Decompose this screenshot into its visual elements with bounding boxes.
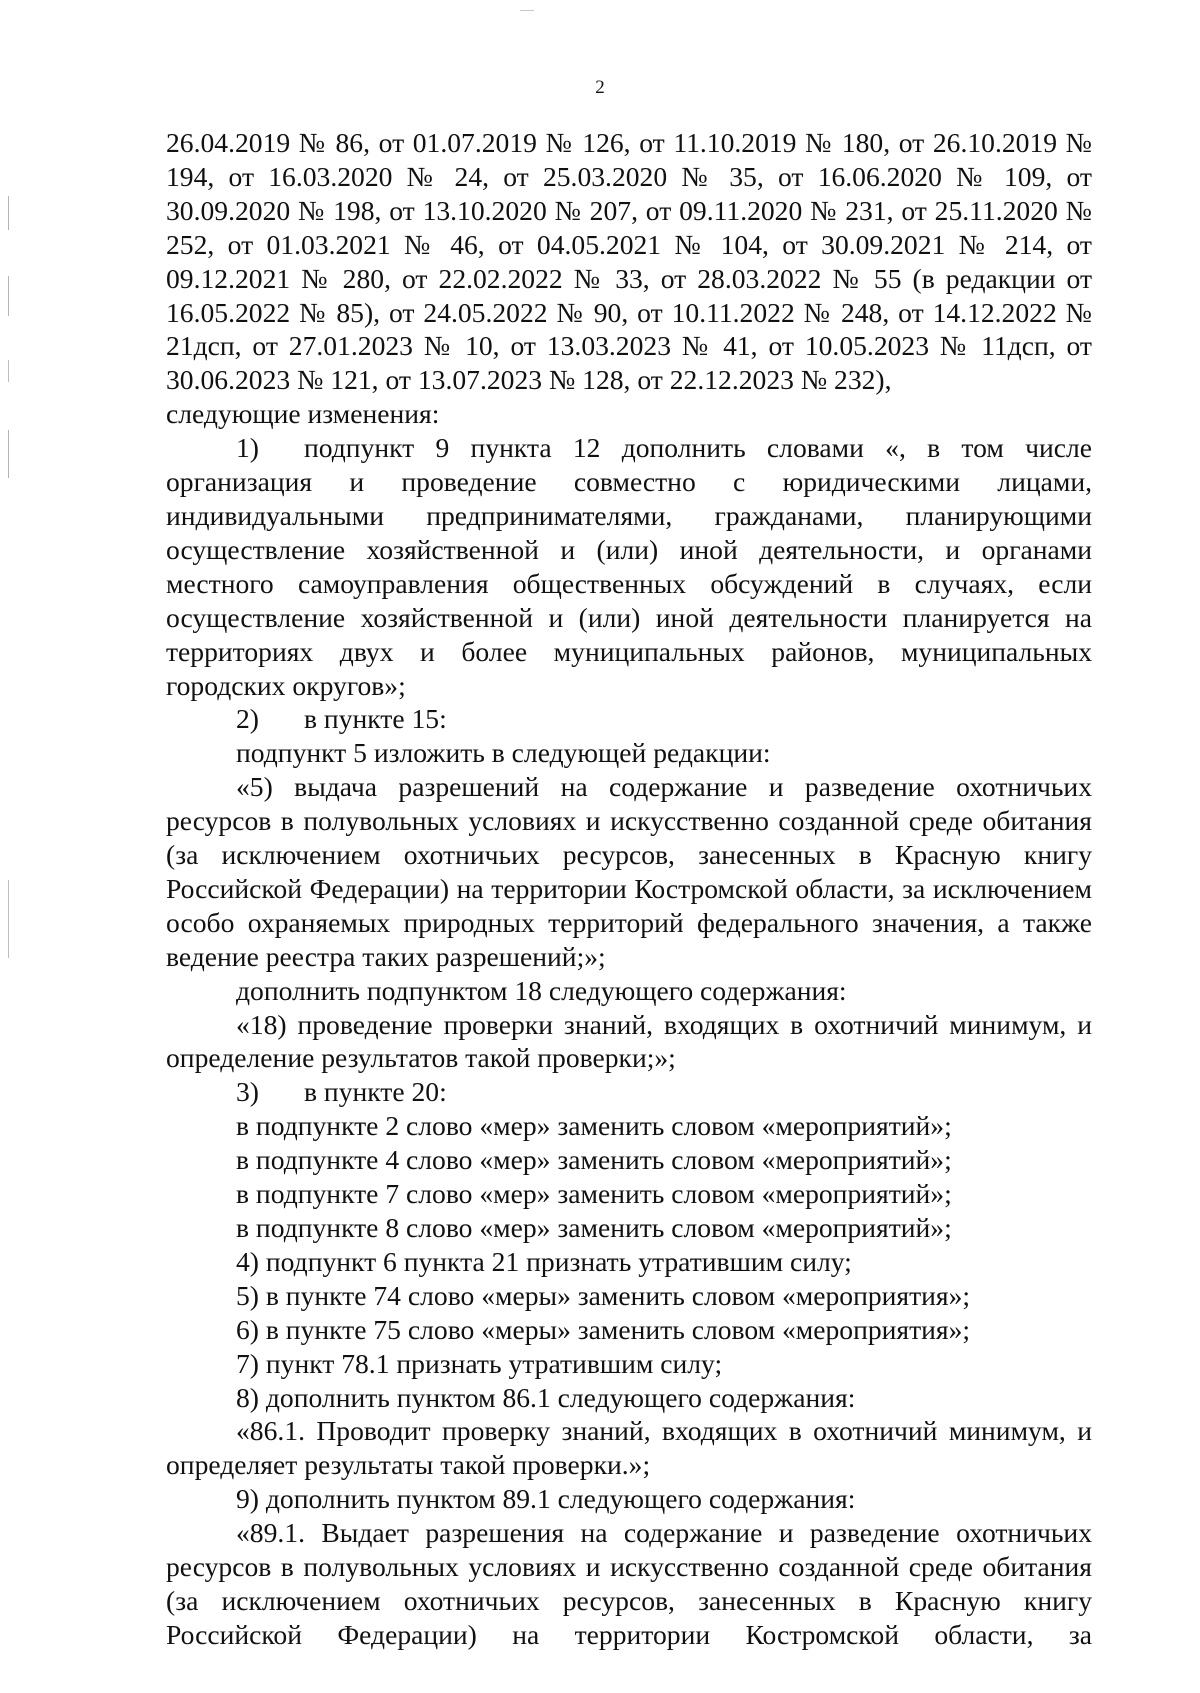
item-1-marker: 1) [236,432,259,464]
paragraph-item-8: 8) дополнить пунктом 86.1 следующего содержания: [236,1381,856,1413]
paragraph-item-5: 5) в пункте 74 слово «меры» заменить словом «мероприятия»; [236,1279,971,1311]
item-3-text: в пункте 20: [304,1076,447,1108]
document-body [166,126,1092,1652]
item-1-text: подпункт 9 пункта 12 дополнить словами «, в том числе организация и проведение совместно с юридическими лицами, индивидуальными предпринимателями, гражданами, планирующими осуществление хозяйственной и (или) иной деятельности, и органами местного самоуправления общественных обсуждений в случаях, если осуществление хозяйственной и (или) иной деятельности планируется на территориях двух и более муниципальных районов, муниципальных городских округов»; [166,432,1092,701]
item-2-marker: 2) [236,703,259,735]
item-3-marker: 3) [236,1076,259,1108]
paragraph-item-3-d: в подпункте 8 слово «мер» заменить словом «мероприятий»; [236,1212,952,1243]
paragraph-item-2 [166,702,1092,736]
paragraph-item-3-b: в подпункте 4 слово «мер» заменить словом «мероприятий»; [236,1144,952,1176]
paragraph-item-7: 7) пункт 78.1 признать утратившим силу; [236,1347,723,1379]
scan-mark [8,276,9,316]
paragraph-item-1 [166,431,1092,702]
paragraph-item-2-sub-1: подпункт 5 изложить в следующей редакции: [236,737,771,769]
paragraph-item-4: 4) подпункт 6 пункта 21 признать утратившим силу; [236,1245,852,1277]
paragraph-changes-heading: следующие изменения: [166,398,440,430]
paragraph-item-3-a: в подпункте 2 слово «мер» заменить словом «мероприятий»; [236,1110,952,1142]
scan-mark [520,10,534,11]
paragraph-item-3 [166,1075,1092,1109]
page-number: 2 [595,77,605,98]
item-2-text: в пункте 15: [304,703,447,735]
paragraph-item-6: 6) в пункте 75 слово «меры» заменить словом «мероприятия»; [236,1313,971,1345]
scan-mark [8,430,9,478]
paragraph-item-2-quote-2: «18) проведение проверки знаний, входящих в охотничий минимум, и определение результатов такой проверки;»; [166,1008,1092,1074]
scan-mark [8,880,9,958]
paragraph-intro: 26.04.2019 № 86, от 01.07.2019 № 126, от 11.10.2019 № 180, от 26.10.2019 № 194, от 16.03.2020 № 24, от 25.03.2020 № 35, от 16.06.2020 № 109, от 30.09.2020 № 198, от 13.10.2020 № 207, от 09.11.2020 № 231, от 25.11.2020 № 252, от 01.03.2021 № 46, от 04.05.2021 № 104, от 30.09.2021 № 214, от 09.12.2021 № 280, от 22.02.2022 № 33, от 28.03.2022 № 55 (в редакции от 16.05.2022 № 85), от 24.05.2022 № 90, от 10.11.2022 № 248, от 14.12.2022 № 21дсп, от 27.01.2023 № 10, от 13.03.2023 № 41, от 10.05.2023 № 11дсп, от 30.06.2023 № 121, от 13.07.2023 № 128, от 22.12.2023 № 232), [166,127,1092,396]
scan-mark [8,196,9,230]
paragraph-item-3-c: в подпункте 7 слово «мер» заменить словом «мероприятий»; [236,1178,952,1210]
paragraph-item-9: 9) дополнить пунктом 89.1 следующего содержания: [236,1483,856,1515]
scan-mark [8,360,9,382]
paragraph-item-2-quote-1: «5) выдача разрешений на содержание и разведение охотничьих ресурсов в полувольных условиях и искусственно созданной среде обитания (за исключением охотничьих ресурсов, занесенных в Красную книгу Российской Федерации) на территории Костромской области, за исключением особо охраняемых природных территорий федерального значения, а также ведение реестра таких разрешений;»; [166,771,1092,972]
paragraph-item-8-quote: «86.1. Проводит проверку знаний, входящих в охотничий минимум, и определяет результаты такой проверки.»; [166,1415,1092,1481]
paragraph-item-9-quote: «89.1. Выдает разрешения на содержание и разведение охотничьих ресурсов в полувольных условиях и искусственно созданной среде обитания (за исключением охотничьих ресурсов, занесенных в Красную книгу Российской Федерации) на территории Костромской области, за [166,1517,1092,1650]
paragraph-item-2-sub-2: дополнить подпунктом 18 следующего содержания: [236,974,847,1006]
